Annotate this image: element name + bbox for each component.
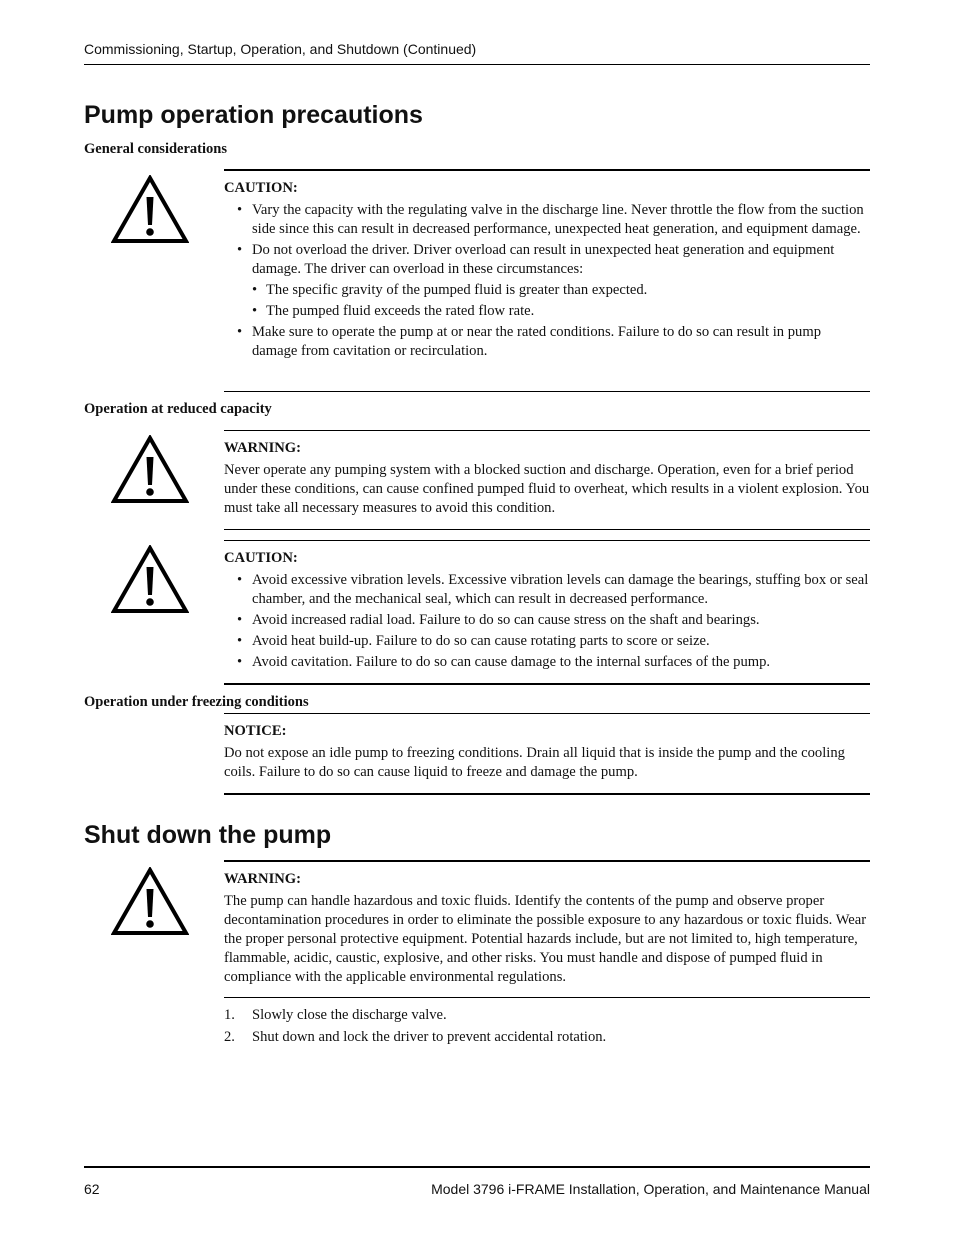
warning-triangle-icon: [111, 867, 189, 935]
list-item: • Avoid increased radial load. Failure to do so can cause stress on the shaft and bearings.: [224, 611, 870, 630]
step-text: Slowly close the discharge valve.: [252, 1007, 447, 1023]
caution-label: CAUTION:: [224, 550, 298, 566]
sub-list-item: • The pumped fluid exceeds the rated flow rate.: [252, 302, 870, 321]
warning-bottom-rule: [224, 529, 870, 530]
section-title-pump-operation: Pump operation precautions: [84, 101, 423, 129]
list-item: • Make sure to operate the pump at or near the rated conditions. Failure to do so can result in pump damage from cavitation or recirculation.: [224, 323, 870, 361]
warning-top-rule: [224, 430, 870, 431]
list-item: • Vary the capacity with the regulating valve in the discharge line. Never throttle the flow from the suction side since this can result in decreased performance, unexpected heat generation, and equipment damage.: [224, 201, 870, 239]
notice-freezing: [224, 722, 870, 782]
list-item: [224, 241, 870, 321]
notice-bottom-rule: [224, 793, 870, 795]
step-number: 2.: [224, 1029, 235, 1045]
shutdown-steps: [224, 1006, 870, 1050]
running-header: Commissioning, Startup, Operation, and Shutdown (Continued): [84, 41, 477, 57]
footer-divider: [84, 1166, 870, 1168]
warning-shut-down: [224, 870, 870, 987]
notice-top-rule: [224, 713, 870, 714]
warning-triangle-icon: [111, 175, 189, 243]
section-title-shut-down: Shut down the pump: [84, 821, 332, 849]
list-item: • Avoid cavitation. Failure to do so can cause damage to the internal surfaces of the pump.: [224, 653, 870, 672]
list-item: • Avoid excessive vibration levels. Excessive vibration levels can damage the bearings, stuffing box or seal chamber, and the mechanical seal, which can result in decreased performance.: [224, 571, 870, 609]
list-item: • Avoid heat build-up. Failure to do so can cause rotating parts to score or seize.: [224, 632, 870, 651]
warning-bottom-rule: [224, 997, 870, 998]
manual-title: Model 3796 i-FRAME Installation, Operation, and Maintenance Manual: [431, 1181, 870, 1197]
warning-reduced-capacity: [224, 439, 870, 518]
step-number: 1.: [224, 1007, 235, 1023]
warning-text: Never operate any pumping system with a blocked suction and discharge. Operation, even for a brief period under these conditions, can cause confined pumped fluid to overheat, which results in a violent explosion. You must take all necessary measures to avoid this condition.: [224, 462, 870, 516]
caution-top-rule: [224, 540, 870, 541]
sub-list-item: • The specific gravity of the pumped fluid is greater than expected.: [252, 281, 870, 300]
subheading-freezing-conditions: Operation under freezing conditions: [84, 694, 309, 710]
caution-reduced-capacity: [224, 549, 870, 674]
caution-bottom-rule: [224, 391, 870, 392]
caution-top-rule: [224, 169, 870, 171]
notice-label: NOTICE:: [224, 723, 287, 739]
warning-label: WARNING:: [224, 871, 302, 887]
caution-bottom-rule: [224, 683, 870, 685]
warning-top-rule: [224, 860, 870, 862]
step-item: [224, 1006, 870, 1025]
warning-text: The pump can handle hazardous and toxic fluids. Identify the contents of the pump and observe proper decontamination procedures in order to eliminate the possible exposure to any hazardous or toxic fluids. Wear the proper personal protective equipment. Potential hazards include, but are not limited to, high temperature, flammable, acidic, caustic, explosive, and other risks. You must handle and dispose of pumped fluid in compliance with the applicable environmental regulations.: [224, 893, 867, 985]
page-number: 62: [84, 1181, 100, 1197]
subheading-general-considerations: General considerations: [84, 141, 227, 157]
caution-label: CAUTION:: [224, 180, 298, 196]
list-item-text: Do not overload the driver. Driver overload can result in unexpected heat generation and equipment damage. The driver can overload in these circumstances:: [252, 242, 835, 277]
warning-triangle-icon: [111, 545, 189, 613]
notice-text: Do not expose an idle pump to freezing conditions. Drain all liquid that is inside the pump and the cooling coils. Failure to do so can cause liquid to freeze and damage the pump.: [224, 745, 845, 780]
header-divider: [84, 64, 870, 65]
warning-label: WARNING:: [224, 440, 302, 456]
caution-general: [224, 179, 870, 363]
step-item: [224, 1028, 870, 1047]
step-text: Shut down and lock the driver to prevent accidental rotation.: [252, 1029, 607, 1045]
warning-triangle-icon: [111, 435, 189, 503]
subheading-reduced-capacity: Operation at reduced capacity: [84, 401, 272, 417]
